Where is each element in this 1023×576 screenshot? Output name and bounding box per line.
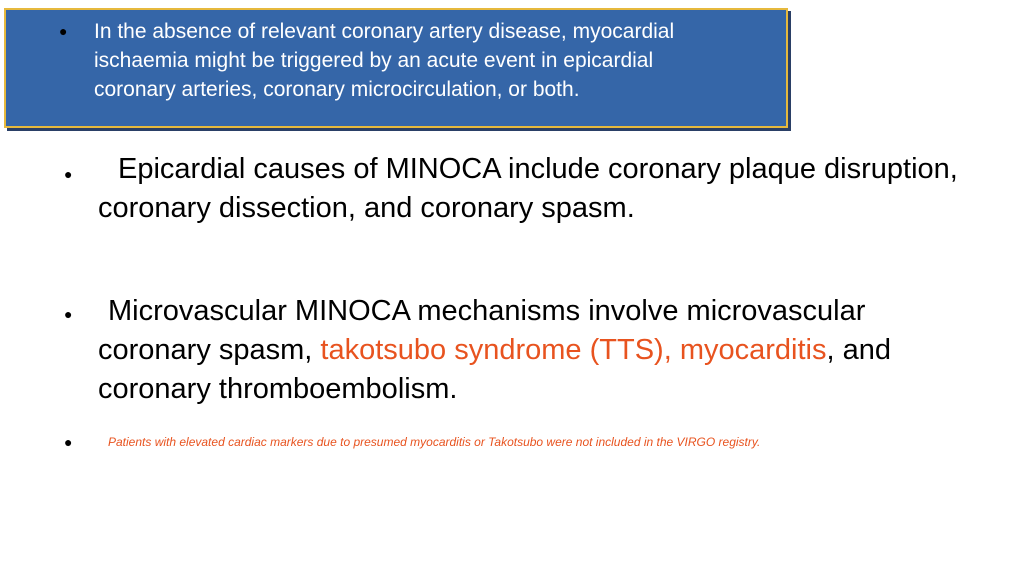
- bullet-epicardial: ●: [64, 166, 73, 182]
- bullet-microvascular: ●: [64, 306, 73, 322]
- microvascular-highlight: takotsubo syndrome (TTS), myocarditis: [320, 334, 827, 366]
- epicardial-causes-text: Epicardial causes of MINOCA include coronary plaque disruption, coronary dissection, and coronary spasm.: [98, 153, 958, 224]
- callout-text: In the absence of relevant coronary artery disease, myocardial ischaemia might be triggered by an acute event in epicardial coronary arteries, coronary microcirculation, or both.: [94, 20, 675, 101]
- microvascular-text-part2: , and coronary thromboembolism.: [98, 334, 891, 405]
- callout-bullet: ●: [59, 23, 68, 39]
- bullet-footnote: ●: [64, 434, 73, 450]
- footnote-text: Patients with elevated cardiac markers due to presumed myocarditis or Takotsubo were not included in the VIRGO registry.: [108, 435, 761, 449]
- microvascular-text-part1: Microvascular MINOCA mechanisms involve microvascular coronary spasm,: [98, 295, 866, 366]
- microvascular-mechanisms-text: [98, 292, 898, 409]
